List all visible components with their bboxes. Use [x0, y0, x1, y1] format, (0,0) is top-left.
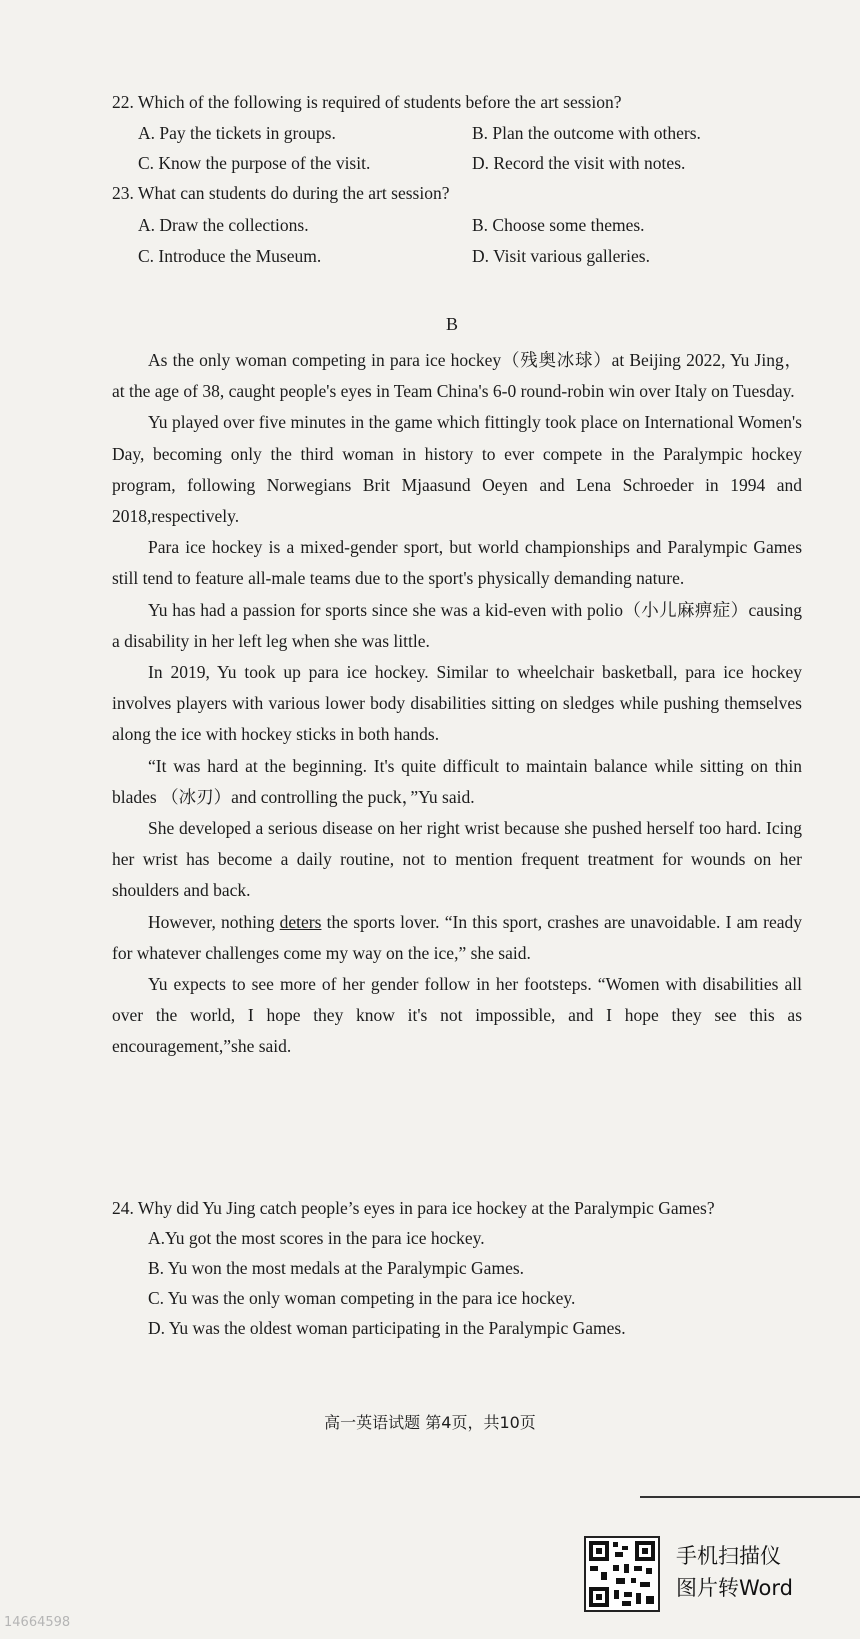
- qr-code-icon: [584, 1536, 660, 1612]
- question-23-option-b: B. Choose some themes.: [472, 215, 645, 235]
- passage-paragraph: As the only woman competing in para ice hockey（残奥冰球）at Beijing 2022, Yu Jing， at the age of 38, caught people's eyes in Team China's 6-0 round-robin win over Italy on Tuesday.: [112, 350, 802, 402]
- question-23-stem: 23. What can students do during the art session?: [112, 183, 450, 203]
- question-23-option-a: A. Draw the collections.: [138, 215, 309, 235]
- watermark-line: 手机扫描仪: [676, 1544, 781, 1568]
- passage-paragraph: She developed a serious disease on her right wrist because she pushed herself too hard. Icing her wrist has become a daily routine, not to mention frequent treatment for wounds on her shoulders and back.: [112, 818, 802, 901]
- question-22-option-d: D. Record the visit with notes.: [472, 153, 686, 173]
- reading-passage: [112, 345, 802, 1063]
- scanner-watermark: [584, 1536, 860, 1616]
- text-segment: the sports lover. “In this sport, crashes are unavoidable. I am ready for whatever challenges come my way on the ice,” she said.: [112, 911, 802, 963]
- passage-paragraph: Yu has had a passion for sports since she was a kid-even with polio（小儿麻痹症）causing a disability in her left leg when she was little.: [112, 599, 802, 651]
- question-24-options: [112, 1223, 802, 1343]
- question-24-option-b: B. Yu won the most medals at the Paralympic Games.: [148, 1258, 525, 1278]
- passage-paragraph: Yu expects to see more of her gender follow in her footsteps. “Women with disabilities all over the world, I hope they know it's not impossible, and I hope they see this as encouragement,”she said.: [112, 974, 802, 1057]
- question-22-stem: 22. Which of the following is required of students before the art session?: [112, 92, 622, 112]
- question-24-option-c: C. Yu was the only woman competing in the para ice hockey.: [148, 1288, 576, 1308]
- page-footer: 高一英语试题 第4页，共10页: [324, 1413, 536, 1432]
- passage-paragraph: [112, 907, 802, 969]
- page-id-label: 14664598: [4, 1615, 71, 1630]
- passage-paragraph: In 2019, Yu took up para ice hockey. Similar to wheelchair basketball, para ice hockey involves players with various lower body disabilities sitting on sledges while pushing themselves along the ice with hockey sticks in both hands.: [112, 662, 802, 745]
- underlined-word: deters: [279, 911, 322, 932]
- question-22-option-a: A. Pay the tickets in groups.: [138, 123, 336, 143]
- passage-paragraph: Para ice hockey is a mixed-gender sport, but world championships and Paralympic Games still tend to feature all-male teams due to the sport's physically demanding nature.: [112, 537, 802, 589]
- passage-paragraph: “It was hard at the beginning. It's quite difficult to maintain balance while sitting on thin blades （冰刃）and controlling the puck，”Yu said.: [112, 755, 802, 807]
- question-24-stem: 24. Why did Yu Jing catch people’s eyes in para ice hockey at the Paralympic Games?: [112, 1198, 715, 1218]
- question-24-option-a: A.Yu got the most scores in the para ice hockey.: [148, 1228, 485, 1248]
- watermark-text: [676, 1540, 793, 1604]
- question-24: [112, 1193, 802, 1343]
- section-label: B: [446, 314, 459, 334]
- question-22-option-b: B. Plan the outcome with others.: [472, 123, 701, 143]
- divider: [640, 1496, 860, 1498]
- watermark-line: 图片转Word: [676, 1576, 793, 1600]
- question-22-option-c: C. Know the purpose of the visit.: [138, 153, 371, 173]
- question-24-option-d: D. Yu was the oldest woman participating in the Paralympic Games.: [148, 1318, 626, 1338]
- text-segment: However, nothing: [148, 911, 280, 932]
- passage-paragraph: Yu played over five minutes in the game which fittingly took place on International Women's Day, becoming only the third woman in history to ever compete in the Paralympic hockey program, following Norwegians Brit Mjaasund Oeyen and Lena Schroeder in 1994 and 2018,respectively.: [112, 412, 802, 527]
- question-23-option-d: D. Visit various galleries.: [472, 246, 650, 266]
- question-23-option-c: C. Introduce the Museum.: [138, 246, 322, 266]
